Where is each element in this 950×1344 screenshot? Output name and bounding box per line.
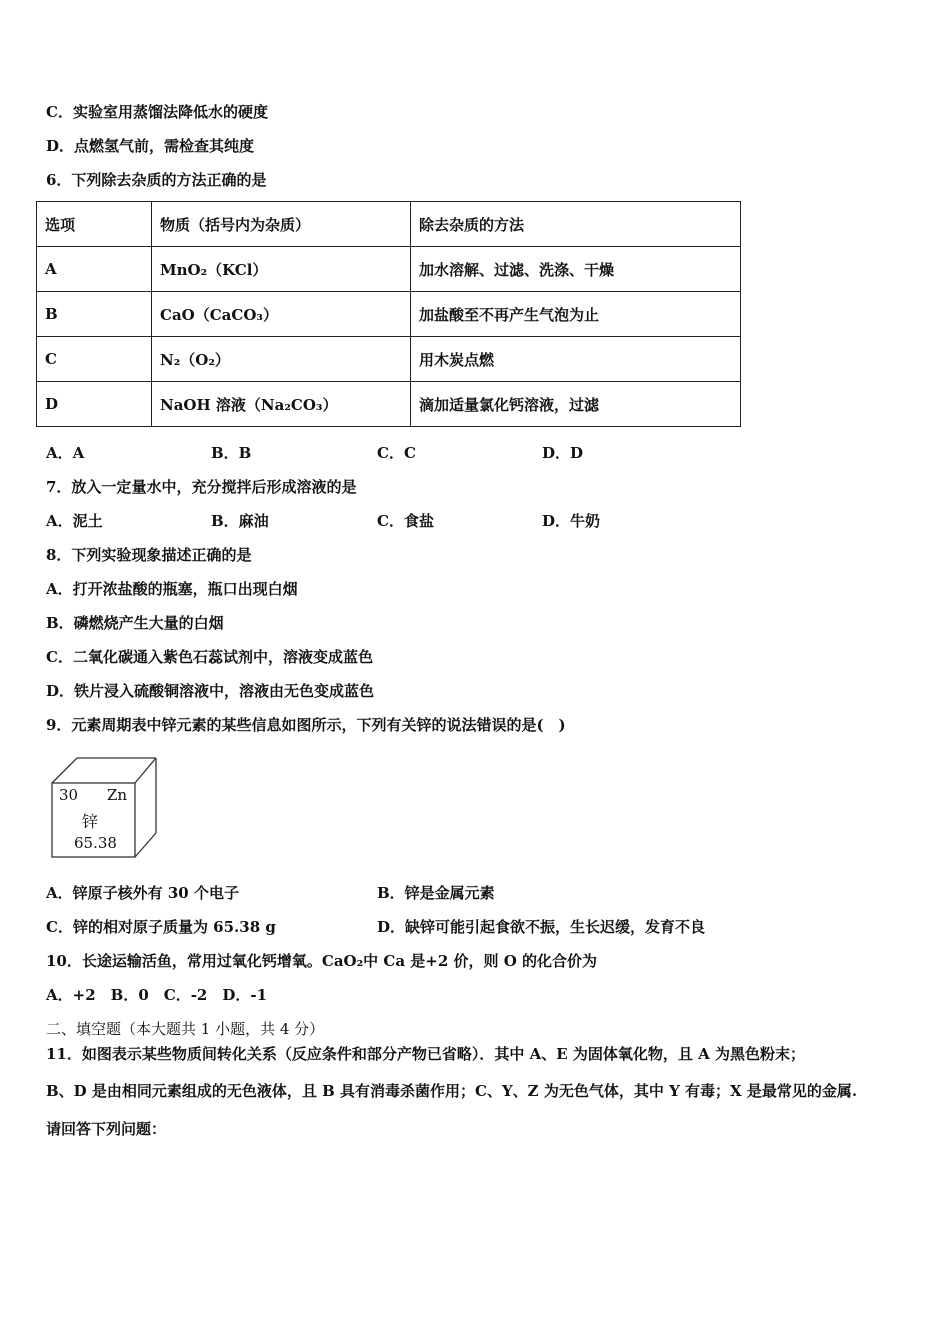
q7-answer-a: A．泥土	[46, 512, 103, 530]
q8-answer-a: A．打开浓盐酸的瓶塞，瓶口出现白烟	[46, 580, 298, 598]
q6-answer-d: D．D	[542, 444, 584, 462]
section-title: 二、填空题（本大题共 1 小题，共 4 分）	[46, 1020, 325, 1038]
q6-answer-c: C．C	[377, 444, 416, 462]
q7-answer-b: B．麻油	[211, 512, 269, 530]
atomic-number: 30	[59, 786, 79, 804]
method-cell: 加水溶解、过滤、洗涤、干燥	[411, 247, 741, 292]
option-cell: B	[37, 292, 152, 337]
q7-answer-d: D．牛奶	[542, 512, 601, 530]
q11-line-2: B、D 是由相同元素组成的无色液体，且 B 具有消毒杀菌作用；C、Y、Z 为无色气体，其中 Y 有毒；X 是最常见的金属.	[46, 1082, 858, 1100]
method-cell: 加盐酸至不再产生气泡为止	[411, 292, 741, 337]
q9-answer-a: A．锌原子核外有 30 个电子	[46, 884, 239, 902]
q7-question: 7．放入一定量水中，充分搅拌后形成溶液的是	[46, 478, 357, 496]
q9-answer-b: B．锌是金属元素	[377, 884, 495, 902]
zinc-element-card	[50, 756, 160, 861]
q8-question: 8．下列实验现象描述正确的是	[46, 546, 252, 564]
q5-option-c: C．实验室用蒸馏法降低水的硬度	[46, 103, 268, 121]
q6-answer-b: B．B	[211, 444, 252, 462]
substance-cell: MnO₂（KCl）	[152, 247, 411, 292]
q10-question: 10．长途运输活鱼，常用过氧化钙增氧。CaO₂中 Ca 是+2 价，则 O 的化合价为	[46, 952, 598, 970]
q11-line-3: 请回答下列问题：	[46, 1120, 167, 1138]
element-name: 锌	[82, 812, 99, 831]
q9-answer-d: D．缺锌可能引起食欲不振，生长迟缓，发育不良	[377, 918, 706, 936]
method-cell: 用木炭点燃	[411, 337, 741, 382]
header-cell: 物质（括号内为杂质）	[152, 202, 411, 247]
option-cell: D	[37, 382, 152, 427]
option-cell: A	[37, 247, 152, 292]
q11-line-1: 11．如图表示某些物质间转化关系（反应条件和部分产物已省略）．其中 A、E 为固体氧化物，且 A 为黑色粉末；	[46, 1045, 805, 1063]
table-row	[37, 292, 741, 337]
element-symbol: Zn	[107, 786, 128, 804]
substance-cell: N₂（O₂）	[152, 337, 411, 382]
q7-answer-c: C．食盐	[377, 512, 434, 530]
q6-question: 6．下列除去杂质的方法正确的是	[46, 171, 267, 189]
table-row	[37, 382, 741, 427]
substance-cell: CaO（CaCO₃）	[152, 292, 411, 337]
method-cell: 滴加适量氯化钙溶液，过滤	[411, 382, 741, 427]
q9-question: 9．元素周期表中锌元素的某些信息如图所示，下列有关锌的说法错误的是( )	[46, 716, 566, 734]
q8-answer-d: D．铁片浸入硫酸铜溶液中，溶液由无色变成蓝色	[46, 682, 375, 700]
q6-answer-a: A．A	[46, 444, 85, 462]
table-row	[37, 337, 741, 382]
q8-answer-c: C．二氧化碳通入紫色石蕊试剂中，溶液变成蓝色	[46, 648, 373, 666]
table-row	[37, 247, 741, 292]
header-cell: 选项	[37, 202, 152, 247]
q8-answer-b: B．磷燃烧产生大量的白烟	[46, 614, 224, 632]
header-cell: 除去杂质的方法	[411, 202, 741, 247]
substance-cell: NaOH 溶液（Na₂CO₃）	[152, 382, 411, 427]
option-cell: C	[37, 337, 152, 382]
table-header-row	[37, 202, 741, 247]
q6-table	[36, 201, 741, 427]
q5-option-d: D．点燃氢气前，需检查其纯度	[46, 137, 255, 155]
q9-answer-c: C．锌的相对原子质量为 65.38 g	[46, 918, 276, 936]
q10-answers: A．+2 B．0 C．-2 D．-1	[46, 986, 268, 1004]
atomic-mass: 65.38	[74, 834, 117, 852]
